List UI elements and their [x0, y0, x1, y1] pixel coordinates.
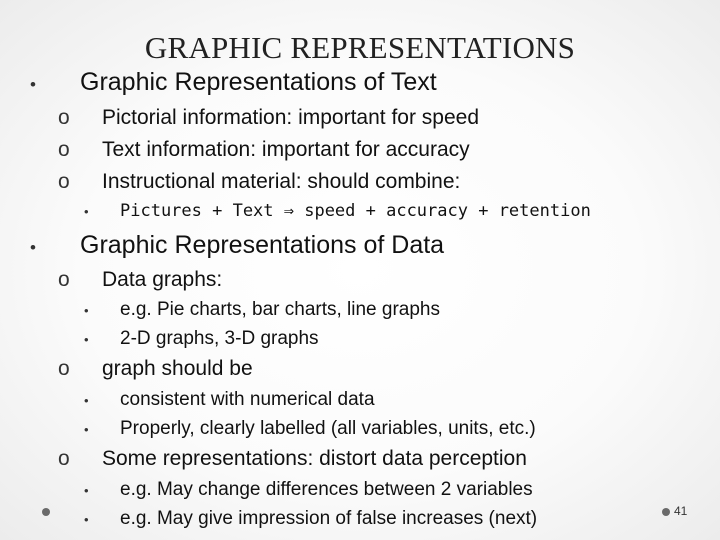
sub-sub-bullet-text: Properly, clearly labelled (all variables, units, etc.): [120, 418, 536, 439]
sub-bullet-marker: o: [58, 268, 70, 291]
slide-title: GRAPHIC REPRESENTATIONS: [144, 30, 576, 65]
sub-bullet-text: Data graphs:: [102, 268, 223, 291]
sub-sub-bullet-marker: •: [84, 512, 89, 527]
sub-bullet-marker: o: [58, 357, 70, 380]
sub-sub-bullet-text: Pictures + Text ⇒ speed + accuracy + retention: [120, 201, 591, 221]
sub-sub-bullet-marker: •: [84, 303, 89, 318]
sub-sub-bullet-marker: •: [84, 332, 89, 347]
sub-sub-bullet-text: e.g. May change differences between 2 variables: [120, 479, 533, 500]
sub-bullet-text: Some representations: distort data perception: [102, 447, 527, 470]
sub-bullet-text: Pictorial information: important for speed: [102, 106, 480, 129]
sub-sub-bullet-marker: •: [84, 204, 89, 219]
sub-sub-bullet-text: 2-D graphs, 3-D graphs: [120, 328, 319, 349]
sub-bullet-marker: o: [58, 138, 70, 161]
bullet-text: Graphic Representations of Text: [80, 68, 437, 96]
bullet-marker: •: [30, 238, 36, 257]
sub-sub-bullet-marker: •: [84, 422, 89, 437]
bullet-marker: •: [30, 75, 36, 94]
sub-bullet-text: Text information: important for accuracy: [102, 138, 470, 161]
sub-bullet-marker: o: [58, 106, 70, 129]
footer-dot-right: [662, 508, 670, 516]
slide-number: 41: [674, 504, 688, 518]
sub-sub-bullet-marker: •: [84, 483, 89, 498]
sub-bullet-text: Instructional material: should combine:: [102, 170, 461, 193]
sub-bullet-marker: o: [58, 447, 70, 470]
footer-dot-left: [42, 508, 50, 516]
sub-bullet-marker: o: [58, 170, 70, 193]
sub-sub-bullet-text: e.g. Pie charts, bar charts, line graphs: [120, 299, 440, 320]
sub-sub-bullet-text: e.g. May give impression of false increases (next): [120, 508, 538, 529]
sub-bullet-text: graph should be: [102, 357, 253, 380]
sub-sub-bullet-marker: •: [84, 393, 89, 408]
bullet-text: Graphic Representations of Data: [80, 231, 445, 259]
sub-sub-bullet-text: consistent with numerical data: [120, 389, 375, 410]
